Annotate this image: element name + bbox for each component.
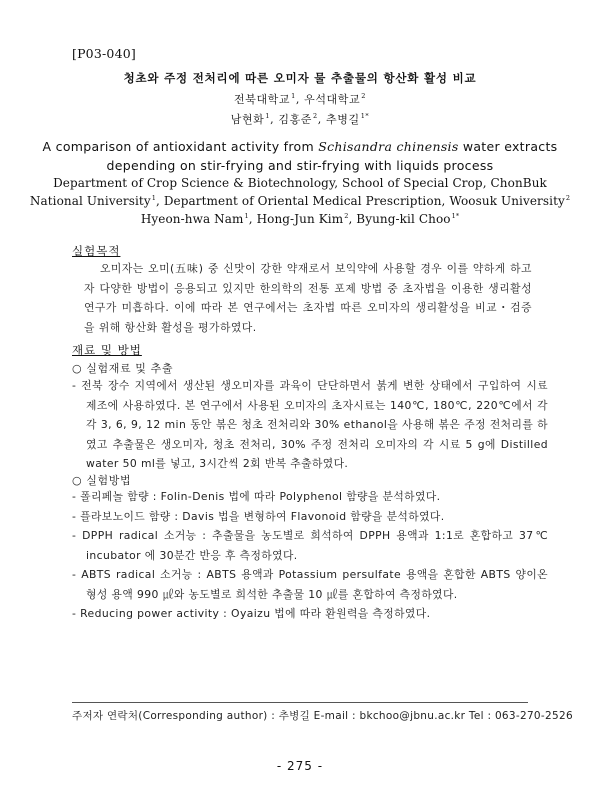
superscript: 1* <box>451 212 460 220</box>
korean-author-2: 김홍준 <box>278 113 313 126</box>
english-author-3: Byung-kil Choo <box>356 212 451 226</box>
english-department-line-1: Department of Crop Science & Biotechnology, School of Special Crop, ChonBuk <box>53 176 547 190</box>
materials-paragraph: - 전북 장수 지역에서 생산된 생오미자를 과육이 단단하면서 붉게 변한 상태에서 구입하여 시료 제조에 사용하였다. 본 연구에서 사용된 오미자의 초자시료는 140℃, 180℃, 220℃에서 각각 3, 6, 9, 12 min 동안 볶은 청초 전처리와 30% ethanol을 사용해 볶은 주정 전처리를 하였고 추출물은 생오미자, 청초 전처리, 30% 주정 전처리 오미자의 각 시료 5 g에 Distilled water 50 ml를 넣고, 3시간씩 2회 반복 추출하였다. <box>72 379 548 470</box>
superscript: 2 <box>344 212 349 220</box>
method-item-abts: - ABTS radical 소거능 : ABTS 용액과 Potassium persulfate 용액을 혼합한 ABTS 양이온 형성 용액 990 ㎕와 농도별로 희석한 추출물 10 ㎕를 혼합하여 측정하였다. <box>72 568 548 601</box>
english-author-2: Hong-Jun Kim <box>256 212 344 226</box>
korean-affiliation-2: 우석대학교 <box>304 93 361 106</box>
korean-authors: 남현화$^1$, 김홍준$^2$, 추병길$^{1*}$ <box>230 112 370 126</box>
english-title-line-2: depending on stir-frying and stir-frying with liquids process <box>106 158 494 173</box>
methods-heading: 재료 및 방법 <box>72 343 142 357</box>
method-item-flavonoid: - 플라보노이드 함량 : Davis 법을 변형하여 Flavonoid 함량을 분석하였다. <box>72 509 445 523</box>
materials-subheading: ○ 실험재료 및 추출 <box>72 362 174 375</box>
corresponding-author-footnote: 주저자 연락처(Corresponding author) : 추병길 E-mail : bkchoo@jbnu.ac.kr Tel : 063-270-2526 <box>72 710 573 722</box>
korean-author-3: 추병길 <box>326 113 360 126</box>
superscript: 2 <box>313 112 318 121</box>
species-name: Schisandra chinensis <box>318 139 459 154</box>
method-item-reducing-power: - Reducing power activity : Oyaizu 법에 따라 환원력을 측정하였다. <box>72 607 431 620</box>
superscript: 2 <box>361 92 366 101</box>
superscript: 2 <box>565 194 571 202</box>
korean-title: 청초와 주정 전처리에 따른 오미자 물 추출물의 항산화 활성 비교 <box>123 71 477 85</box>
method-subheading: ○ 실험방법 <box>72 474 132 487</box>
korean-author-1: 남현화 <box>230 113 265 126</box>
english-author-1: Hyeon-hwa Nam <box>140 212 244 226</box>
superscript: 1 <box>265 112 271 121</box>
superscript: 1 <box>244 212 249 220</box>
english-title-line-1: A comparison of antioxidant activity from Schisandra chinensis water extracts <box>42 139 558 154</box>
method-item-dpph: - DPPH radical 소거능 : 추출물을 농도별로 희석하여 DPPH 용액과 1:1로 혼합하고 37℃ incubator 에 30분간 반응 후 측정하였다. <box>72 529 548 562</box>
footnote-divider <box>72 702 528 703</box>
english-department-line-2: National University$^1$, Department of Oriental Medical Prescription, Woosuk University$^2$ <box>29 194 571 208</box>
korean-affiliation-1: 전북대학교 <box>234 93 291 106</box>
korean-affiliations: 전북대학교$^1$, 우석대학교$^2$ <box>234 92 366 106</box>
purpose-paragraph: 오미자는 오미(五味) 중 신맛이 강한 약재로서 보익약에 사용할 경우 이를 약하게 하고자 다양한 방법이 응용되고 있지만 한의학의 전통 포제 방법 중 초자법을 이용한 생리활성 연구가 미흡하다. 이에 따라 본 연구에서는 초자법 따른 오미자의 생리활성을 비교・검증을 위해 항산화 활성을 평가하였다. <box>84 262 532 334</box>
method-item-polyphenol: - 폴리페놀 함량 : Folin-Denis 법에 따라 Polyphenol 함량을 분석하였다. <box>72 490 441 503</box>
method-list <box>72 487 548 624</box>
superscript: 1* <box>360 112 370 121</box>
page-number: - 275 - <box>276 759 324 773</box>
superscript: 1 <box>291 92 296 101</box>
purpose-heading: 실험목적 <box>72 244 121 258</box>
english-authors: Hyeon-hwa Nam$^1$, Hong-Jun Kim$^2$, Byung-kil Choo$^{1*}$ <box>140 212 460 226</box>
superscript: 1 <box>151 194 156 202</box>
paper-code: [P03-040] <box>72 46 136 61</box>
